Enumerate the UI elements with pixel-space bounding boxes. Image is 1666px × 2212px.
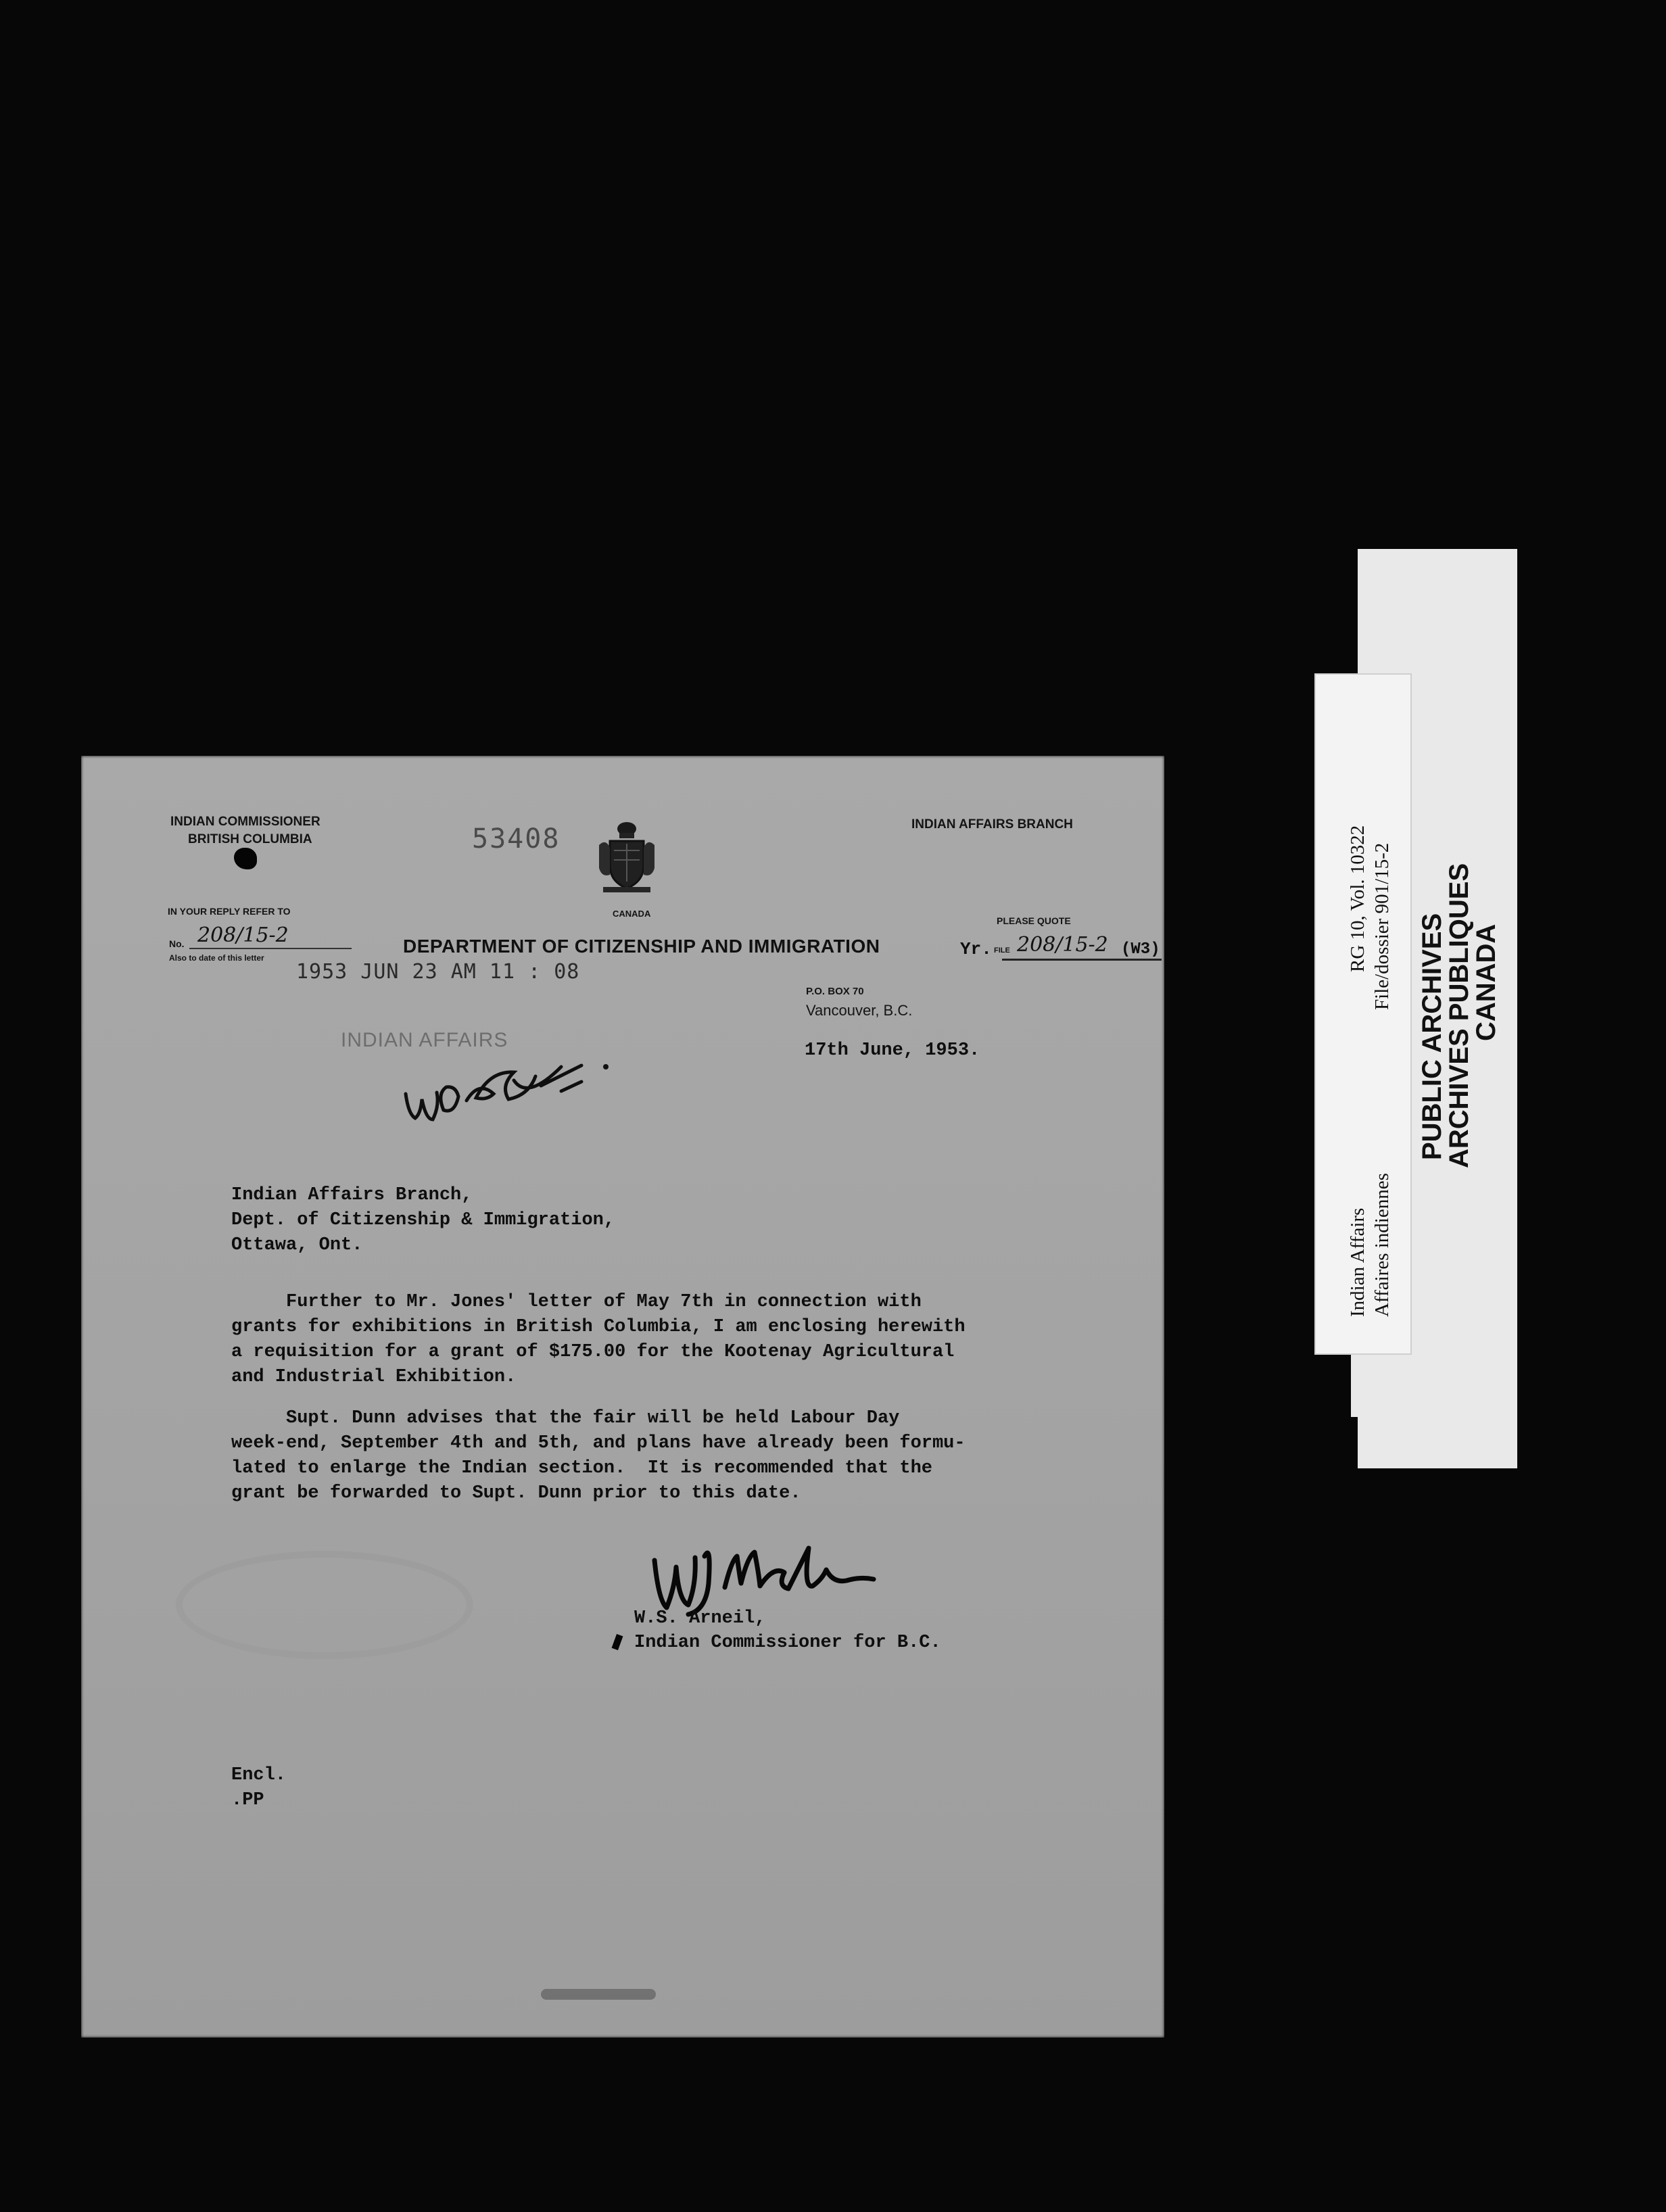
archives-country: CANADA xyxy=(1471,923,1501,1041)
bleed-through-mark xyxy=(176,1551,473,1659)
received-date-stamp: 1953 JUN 23 AM 11 : 08 xyxy=(296,960,580,984)
addressee-line-3: Ottawa, Ont. xyxy=(231,1235,363,1255)
department-name: DEPARTMENT OF CITIZENSHIP AND IMMIGRATION xyxy=(403,936,880,957)
letter-date: 17th June, 1953. xyxy=(805,1040,980,1061)
handwritten-initials-mark xyxy=(399,1053,615,1128)
archive-tab-notch-top xyxy=(1351,549,1358,676)
coat-of-arms-icon xyxy=(594,821,660,896)
archive-file: File/dossier 901/15-2 xyxy=(1371,842,1393,1010)
addressee-line-2: Dept. of Citizenship & Immigration, xyxy=(231,1210,615,1230)
archive-tab-notch-bottom xyxy=(1351,1417,1358,1468)
paragraph-1-line-3: a requisition for a grant of $175.00 for the Kootenay Agricultural xyxy=(231,1342,955,1362)
signature-tick xyxy=(612,1634,623,1650)
reply-number: 208/15-2 xyxy=(197,923,289,947)
addressee-line-1: Indian Affairs Branch, xyxy=(231,1185,473,1205)
archives-name-en: PUBLIC ARCHIVES xyxy=(1417,913,1447,1160)
office-line-1: INDIAN COMMISSIONER xyxy=(170,815,320,829)
country-label: CANADA xyxy=(613,909,651,919)
paragraph-1-line-2: grants for exhibitions in British Columbia, I am enclosing herewith xyxy=(231,1317,966,1337)
file-underline xyxy=(1002,959,1162,961)
letter-sheet xyxy=(81,756,1164,2038)
file-suffix: (W3) xyxy=(1121,940,1160,959)
po-box: P.O. BOX 70 xyxy=(806,986,864,997)
paragraph-1-line-1: Further to Mr. Jones' letter of May 7th in connection with xyxy=(231,1292,922,1312)
smudge xyxy=(541,1989,656,2000)
archive-fonds-fr: Affaires indiennes xyxy=(1371,1173,1393,1317)
ink-blot xyxy=(234,848,257,869)
archive-fonds-en: Indian Affairs xyxy=(1347,1207,1368,1317)
signatory-title: Indian Commissioner for B.C. xyxy=(634,1633,941,1653)
archive-reference: RG 10, Vol. 10322 xyxy=(1347,825,1368,972)
paragraph-2-line-3: lated to enlarge the Indian section. It is recommended that the xyxy=(231,1458,932,1478)
paragraph-1-line-4: and Industrial Exhibition. xyxy=(231,1367,517,1387)
quote-prefix: Yr. xyxy=(960,939,992,959)
paragraph-2-line-1: Supt. Dunn advises that the fair will be held Labour Day xyxy=(231,1408,900,1428)
also-date-label: Also to date of this letter xyxy=(169,953,264,963)
indian-affairs-stamp: INDIAN AFFAIRS xyxy=(341,1029,508,1051)
typist-initials: .PP xyxy=(231,1790,264,1810)
please-quote-label: PLEASE QUOTE xyxy=(997,915,1071,926)
signatory-name: W.S. Arneil, xyxy=(634,1608,766,1629)
reply-refer-label: IN YOUR REPLY REFER TO xyxy=(168,906,291,917)
enclosure-note: Encl. xyxy=(231,1765,287,1785)
archives-name-fr: ARCHIVES PUBLIQUES xyxy=(1444,863,1474,1168)
city: Vancouver, B.C. xyxy=(806,1002,913,1019)
paragraph-2-line-2: week-end, September 4th and 5th, and plans have already been formu- xyxy=(231,1433,966,1453)
file-label: FILE xyxy=(994,946,1010,955)
file-number-stamp: 53408 xyxy=(472,823,561,855)
paragraph-2-line-4: grant be forwarded to Supt. Dunn prior to this date. xyxy=(231,1483,801,1504)
file-number: 208/15-2 xyxy=(1017,933,1108,957)
reply-number-underline xyxy=(189,948,352,949)
office-line-2: BRITISH COLUMBIA xyxy=(188,832,312,846)
reply-no-label: No. xyxy=(169,938,185,949)
branch-name: INDIAN AFFAIRS BRANCH xyxy=(911,817,1073,832)
